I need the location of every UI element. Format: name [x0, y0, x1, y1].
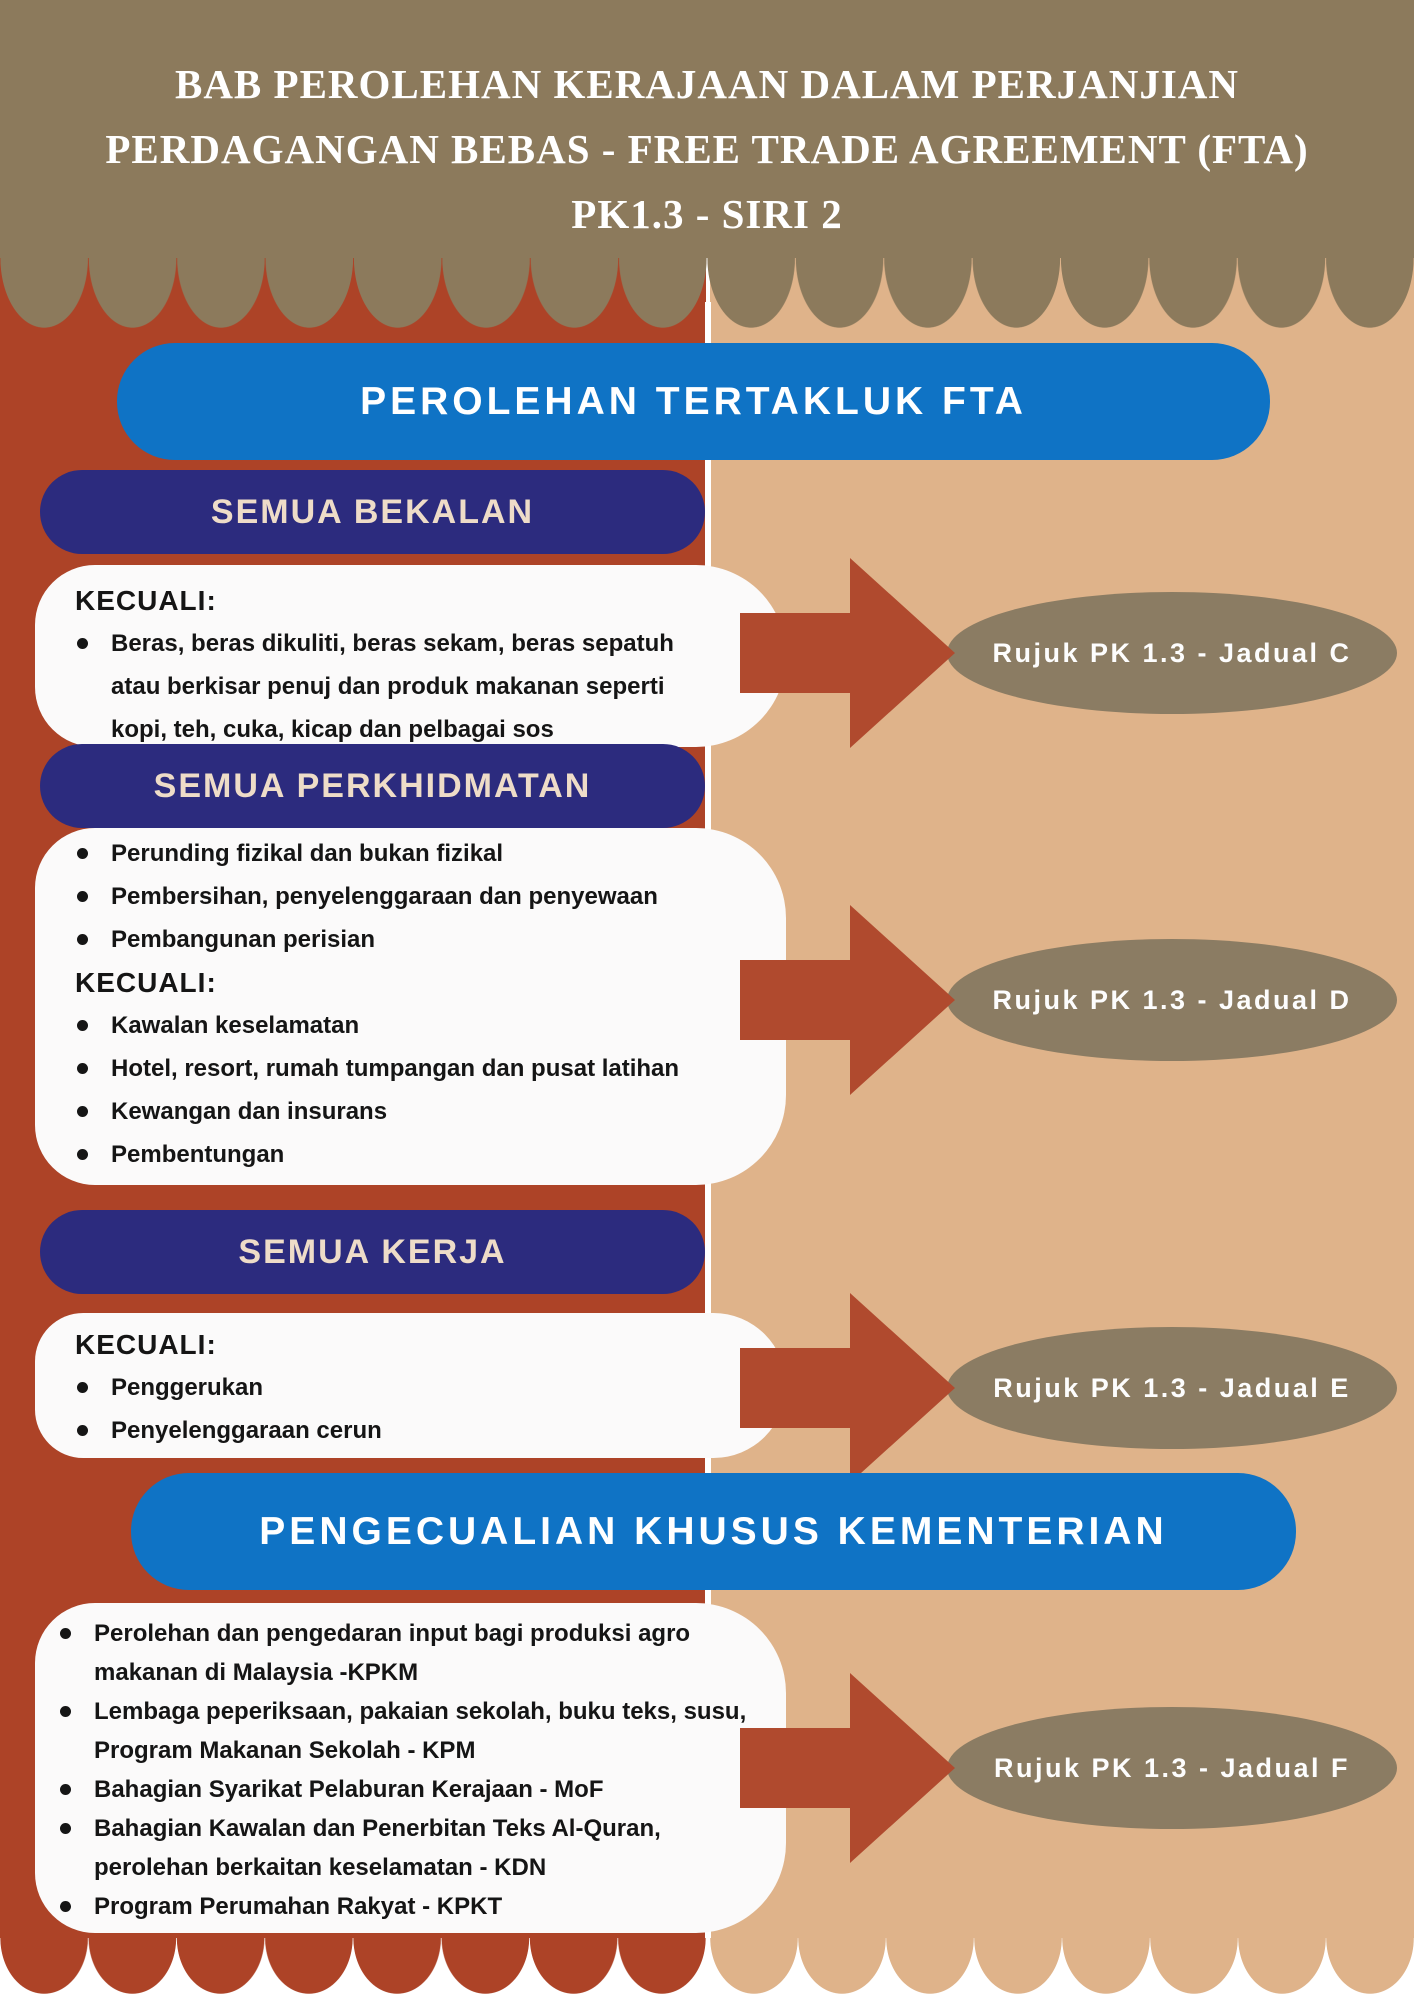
list-item-text: perolehan berkaitan keselamatan - KDN: [94, 1853, 547, 1881]
list-item-text: kopi, teh, cuka, kicap dan pelbagai sos: [111, 715, 554, 743]
list-item-text: Pembangunan perisian: [111, 925, 376, 953]
list-item-text: Pembersihan, penyelenggaraan dan penyewaan: [111, 882, 658, 910]
list-item: [35, 1047, 786, 1090]
bullet-icon: [77, 1425, 88, 1436]
list-item-text: makanan di Malaysia -KPKM: [94, 1658, 419, 1686]
ref-ellipse-jadual-e: Rujuk PK 1.3 - Jadual E: [947, 1327, 1397, 1449]
list-item-text: Perunding fizikal dan bukan fizikal: [111, 839, 504, 867]
list-item: [35, 832, 786, 875]
list-item-text: KECUALI:: [75, 1328, 217, 1360]
exceptions-box-perkhidmatan: [35, 828, 786, 1185]
ref-ellipse-jadual-f: Rujuk PK 1.3 - Jadual F: [947, 1707, 1397, 1829]
list-item-text: Beras, beras dikuliti, beras sekam, beras sepatuh: [111, 629, 674, 657]
list-item: [35, 1809, 786, 1848]
list-item: [35, 1133, 786, 1176]
list-item: [35, 1731, 786, 1770]
list-item: [35, 1692, 786, 1731]
list-item: [35, 1848, 786, 1887]
list-item-text: Kewangan dan insurans: [111, 1097, 388, 1125]
exceptions-box-kerja: [35, 1313, 786, 1458]
page-title-line-1: BAB PEROLEHAN KERAJAAN DALAM PERJANJIAN: [174, 61, 1240, 107]
list-item: [35, 1653, 786, 1692]
list-item-text: KECUALI:: [75, 584, 217, 616]
list-item: [35, 918, 786, 961]
list-item: [35, 1409, 786, 1452]
ref-ellipse-jadual-d: Rujuk PK 1.3 - Jadual D: [947, 939, 1397, 1061]
bullet-icon: [77, 1020, 88, 1031]
pill-semua-kerja: SEMUA KERJA: [40, 1210, 705, 1294]
list-item-text: Bahagian Syarikat Pelaburan Kerajaan - MoF: [94, 1775, 604, 1803]
scalloped-edge-bottom-left: [0, 1938, 706, 1996]
list-item-text: Bahagian Kawalan dan Penerbitan Teks Al-Quran,: [94, 1814, 661, 1842]
pill-semua-perkhidmatan: SEMUA PERKHIDMATAN: [40, 744, 705, 828]
list-item-text: KECUALI:: [75, 966, 217, 998]
list-item-text: Perolehan dan pengedaran input bagi produksi agro: [94, 1619, 691, 1647]
bullet-icon: [60, 1901, 71, 1912]
ref-ellipse-jadual-c: Rujuk PK 1.3 - Jadual C: [947, 592, 1397, 714]
list-item-text: Penyelenggaraan cerun: [111, 1416, 382, 1444]
bullet-icon: [77, 1063, 88, 1074]
list-item-text: Kawalan keselamatan: [111, 1011, 360, 1039]
list-item: [35, 1366, 786, 1409]
bullet-icon: [77, 934, 88, 945]
bullet-icon: [77, 891, 88, 902]
list-item: [35, 875, 786, 918]
banner-perolehan-tertakluk-fta: PEROLEHAN TERTAKLUK FTA: [117, 343, 1270, 460]
list-item: [35, 622, 786, 665]
right-column-background: [710, 258, 1414, 1938]
bullet-icon: [77, 638, 88, 649]
list-item: [35, 1887, 786, 1926]
list-item-text: Pembentungan: [111, 1140, 285, 1168]
ministry-exemptions-box: [35, 1603, 786, 1933]
list-item-text: Lembaga peperiksaan, pakaian sekolah, buku teks, susu,: [94, 1697, 747, 1725]
bullet-icon: [77, 1106, 88, 1117]
bullet-icon: [60, 1784, 71, 1795]
list-item: [35, 1090, 786, 1133]
list-item: [35, 579, 786, 622]
list-item-text: Program Makanan Sekolah - KPM: [94, 1736, 476, 1764]
list-item-text: Program Perumahan Rakyat - KPKT: [94, 1892, 503, 1920]
bullet-icon: [77, 1382, 88, 1393]
list-item: [35, 665, 786, 708]
exceptions-box-bekalan: [35, 565, 786, 747]
list-item: [35, 1323, 786, 1366]
list-item-text: Hotel, resort, rumah tumpangan dan pusat latihan: [111, 1054, 680, 1082]
bullet-icon: [60, 1823, 71, 1834]
list-item: [35, 961, 786, 1004]
page-title: [0, 52, 1414, 247]
bullet-icon: [77, 848, 88, 859]
list-item: [35, 1004, 786, 1047]
list-item-text: atau berkisar penuj dan produk makanan seperti: [111, 672, 665, 700]
scalloped-edge-bottom-right: [710, 1938, 1414, 1996]
list-item-text: Penggerukan: [111, 1373, 264, 1401]
scalloped-edge-top: [0, 258, 1414, 329]
list-item: [35, 1770, 786, 1809]
pill-semua-bekalan: SEMUA BEKALAN: [40, 470, 705, 554]
list-item: [35, 1614, 786, 1653]
page-title-line-3: PK1.3 - SIRI 2: [571, 191, 843, 237]
banner-pengecualian-khusus-kementerian: PENGECUALIAN KHUSUS KEMENTERIAN: [131, 1473, 1296, 1590]
bullet-icon: [60, 1706, 71, 1717]
bullet-icon: [60, 1628, 71, 1639]
page-title-line-2: PERDAGANGAN BEBAS - FREE TRADE AGREEMENT (FTA): [105, 126, 1309, 172]
bullet-icon: [77, 1149, 88, 1160]
